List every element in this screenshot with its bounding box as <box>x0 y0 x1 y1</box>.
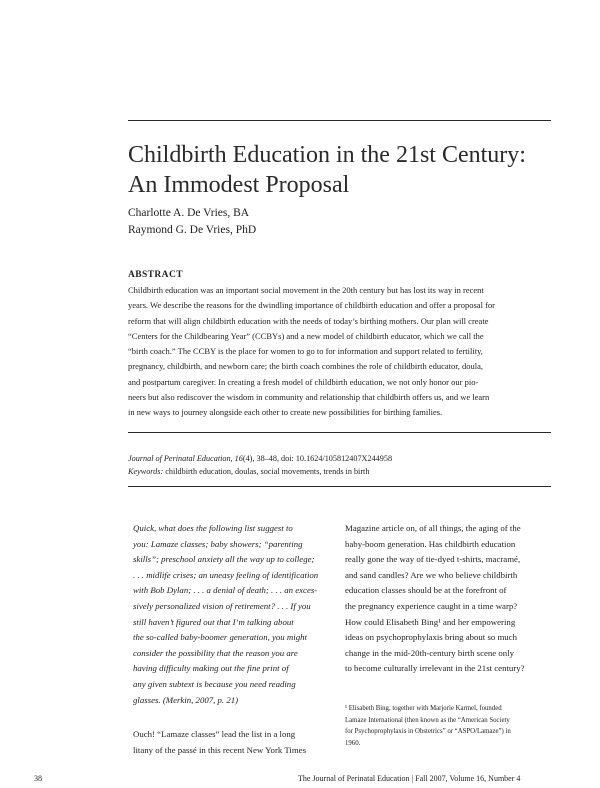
body-line: and sand candles? Are we who believe childbirth <box>345 569 518 580</box>
footer-journal: The Journal of Perinatal Education <box>298 774 410 783</box>
author-1: Charlotte A. De Vries, BA <box>128 207 250 219</box>
abstract-line: “Centers for the Childbearing Year” (CCBYs) and a new model of childbirth educator, which we call the <box>128 330 484 341</box>
epigraph-quote <box>133 521 333 708</box>
author-list <box>128 205 256 239</box>
citation-journal: Journal of Perinatal Education, 16 <box>128 454 243 463</box>
body-line: litany of the passé in this recent New York Times <box>133 744 306 755</box>
citation-block <box>128 452 392 478</box>
quote-line: . . . midlife crises; an uneasy feeling of identification <box>133 569 319 580</box>
body-line: baby-boom generation. Has childbirth education <box>345 538 516 549</box>
body-line: to become culturally irrelevant in the 21st century? <box>345 663 525 674</box>
abstract-line: neers but also rediscover the wisdom in community and relationship that childbirth offers us, and we learn <box>128 392 490 403</box>
abstract-line: Childbirth education was an important social movement in the 20th century but has lost its way in recent <box>128 285 484 295</box>
running-footer <box>298 774 520 783</box>
footnote <box>345 703 555 749</box>
body-line: How could Elisabeth Bing¹ and her empowering <box>345 616 516 627</box>
title-line-1: Childbirth Education in the 21st Century: <box>128 142 526 168</box>
citation-bottom-rule <box>128 486 551 487</box>
quote-line: the so-called baby-boomer generation, you might <box>133 632 307 643</box>
title-line-2: An Immodest Proposal <box>128 172 350 198</box>
quote-line: Quick, what does the following list suggest to <box>133 523 293 533</box>
abstract-line: in new ways to journey alongside each other to create new possibilities for birthing families. <box>128 407 443 418</box>
footnote-line: for Psychoprophylaxis in Obstetrics” or “ASPO/Lamaze”) in <box>345 728 511 736</box>
abstract-heading: ABSTRACT <box>128 270 183 280</box>
citation-line <box>128 452 392 465</box>
body-line: Magazine article on, of all things, the aging of the <box>345 523 521 533</box>
page-number: 38 <box>34 774 42 783</box>
citation-details: (4), 38–48, doi: 10.1624/105812407X244958 <box>242 454 393 463</box>
footnote-line: 1960. <box>345 739 361 747</box>
quote-line: skills”; preschool anxiety all the way up to college; <box>133 554 315 565</box>
abstract-line: reform that will align childbirth education with the needs of today’s birthing mothers. Our plan will create <box>128 315 489 326</box>
body-line: ideas on psychoprophylaxis bring about so much <box>345 632 518 643</box>
quote-line: you: Lamaze classes; baby showers; “parenting <box>133 538 303 549</box>
abstract-line: and postpartum caregiver. In creating a fresh model of childbirth education, we not only honor our pio- <box>128 376 479 387</box>
body-line: change in the mid-20th-century birth scene only <box>345 647 515 658</box>
abstract-bottom-rule <box>128 432 551 433</box>
quote-line: sively personalized vision of retirement? . . . If you <box>133 600 311 611</box>
body-line: Ouch! “Lamaze classes” lead the list in a long <box>133 729 296 739</box>
body-text-col2 <box>345 521 553 677</box>
body-line: education classes should be at the forefront of <box>345 585 507 596</box>
keywords-label: Keywords: <box>128 467 164 476</box>
article-title <box>128 140 568 200</box>
abstract-line: years. We describe the reasons for the dwindling importance of childbirth education and offer a proposal for <box>128 300 495 311</box>
abstract-line: “birth coach.” The CCBY is the place for women to go to for information and support related to fertility, <box>128 346 483 357</box>
keywords-line <box>128 465 392 478</box>
footer-issue: Fall 2007, Volume 16, Number 4 <box>415 774 521 783</box>
keywords-text: childbirth education, doulas, social movements, trends in birth <box>165 467 370 476</box>
quote-line: having difficulty making out the fine print of <box>133 663 289 674</box>
abstract-line: pregnancy, childbirth, and newborn care; the birth coach combines the role of childbirth educator, doula, <box>128 361 484 372</box>
author-2: Raymond G. De Vries, PhD <box>128 224 257 236</box>
quote-line: any given subtext is because you need reading <box>133 678 296 689</box>
quote-line: with Bob Dylan; . . . a denial of death; . . . an exces- <box>133 585 318 596</box>
footer-separator: | <box>411 774 416 783</box>
footnote-line: Lamaze International (then known as the “American Society <box>345 716 510 724</box>
quote-line: glasses. (Merkin, 2007, p. 21) <box>133 694 239 705</box>
body-line: really gone the way of tie-dyed t-shirts, macramé, <box>345 554 521 565</box>
footnote-line: ¹ Elisabeth Bing, together with Marjorie Karmel, founded <box>345 705 502 712</box>
abstract-body <box>128 283 551 421</box>
top-rule <box>128 120 551 121</box>
body-line: the pregnancy experience caught in a time warp? <box>345 600 518 611</box>
quote-line: still haven’t figured out that I’m talking about <box>133 616 294 627</box>
body-text-col1 <box>133 727 333 758</box>
quote-line: consider the possibility that the reason you are <box>133 647 298 658</box>
